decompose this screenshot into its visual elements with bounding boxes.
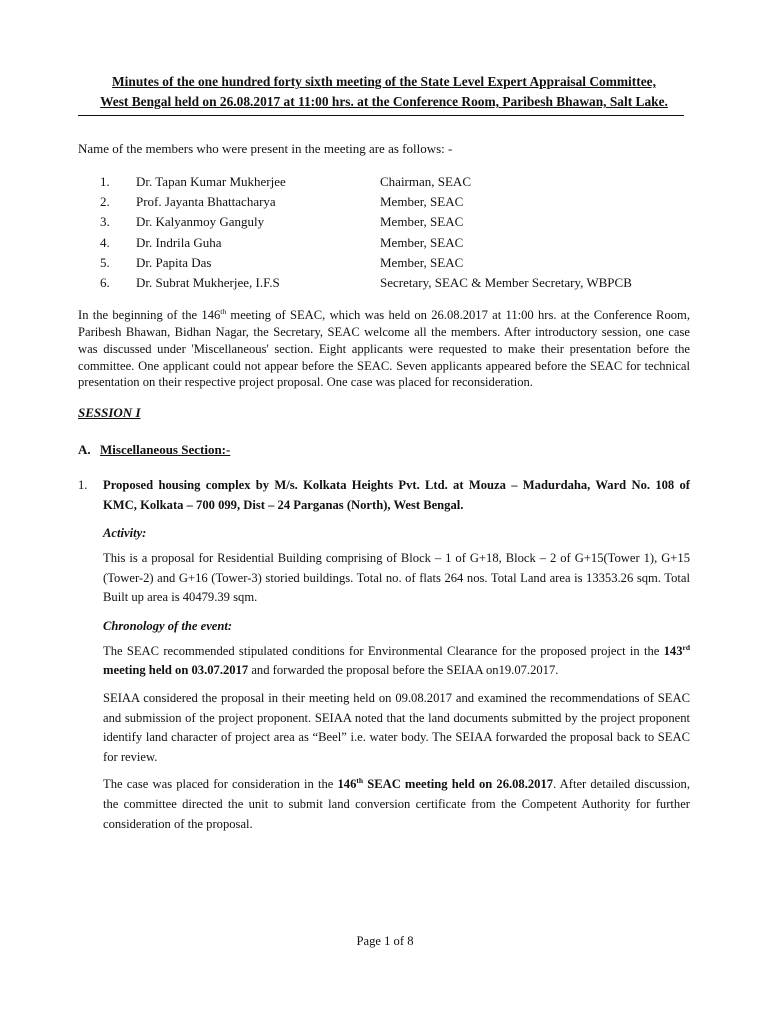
activity-heading: Activity: — [103, 526, 147, 541]
member-name: Dr. Tapan Kumar Mukherjee — [136, 174, 286, 190]
member-role: Member, SEAC — [380, 194, 464, 210]
member-number: 4. — [100, 234, 110, 250]
session-heading: SESSION I — [78, 405, 141, 421]
member-row — [78, 192, 690, 212]
title-divider — [78, 115, 684, 116]
member-row — [78, 253, 690, 273]
chronology-heading: Chronology of the event: — [103, 618, 233, 633]
page-number: Page 1 of 8 — [356, 934, 414, 948]
members-list — [78, 172, 690, 293]
member-number: 3. — [100, 214, 110, 230]
member-role: Member, SEAC — [380, 234, 464, 250]
chronology-paragraph-1: The SEAC recommended stipulated conditions for Environmental Clearance for the proposed project in the 143rd meeting held on 03.07.2017 and forwarded the proposal before the SEIAA on19.07.2017. — [103, 642, 690, 678]
members-intro: Name of the members who were present in the meeting are as follows: - — [78, 141, 453, 156]
opening-paragraph: In the beginning of the 146th meeting of SEAC, which was held on 26.08.2017 at 11:00 hrs. at the Conference Room, Paribesh Bhawan, Bidhan Nagar, the Secretary, SEAC welcome all the members. After introductory session, one case was discussed under 'Miscellaneous' section. Eight applicants were requested to make their presentation before the committee. One applicant could not appear before the SEAC. Seven applicants appeared before the SEAC for technical presentation on their respective project proposal. One case was placed for reconsideration. — [78, 306, 690, 390]
member-name: Dr. Kalyanmoy Ganguly — [136, 214, 265, 230]
member-name: Dr. Papita Das — [136, 254, 212, 270]
member-name: Prof. Jayanta Bhattacharya — [136, 194, 276, 210]
member-number: 1. — [100, 174, 110, 190]
section-label: Miscellaneous Section:- — [100, 442, 231, 458]
member-name: Dr. Subrat Mukherjee, I.F.S — [136, 275, 280, 291]
title-line-1: Minutes of the one hundred forty sixth meeting of the State Level Expert Appraisal Committee, — [112, 74, 656, 89]
member-role: Chairman, SEAC — [380, 174, 471, 190]
title-line-2: West Bengal held on 26.08.2017 at 11:00 hrs. at the Conference Room, Paribesh Bhawan, Salt Lake. — [100, 94, 668, 109]
chronology-paragraph-3: The case was placed for consideration in the 146th SEAC meeting held on 26.08.2017. After detailed discussion, the committee directed the unit to submit land conversion certificate from the Competent Authority for further consideration of the proposal. — [103, 776, 690, 831]
member-role: Member, SEAC — [380, 254, 464, 270]
section-heading — [78, 442, 690, 458]
member-number: 2. — [100, 194, 110, 210]
item-body — [103, 526, 690, 834]
member-row — [78, 233, 690, 253]
member-role: Secretary, SEAC & Member Secretary, WBPCB — [380, 275, 632, 291]
member-name: Dr. Indrila Guha — [136, 234, 222, 250]
activity-text: This is a proposal for Residential Building comprising of Block – 1 of G+18, Block – 2 of G+15(Tower 1), G+15 (Tower-2) and G+16 (Tower-3) storied buildings. Total no. of flats 264 nos. Total Land area is 13353.26 sqm. Total Built up area is 40479.39 sqm. — [103, 551, 690, 605]
section-letter: A. — [78, 442, 91, 458]
document-title — [78, 72, 690, 112]
document-page — [78, 72, 690, 834]
member-row — [78, 273, 690, 293]
item-number: 1. — [78, 478, 88, 493]
item-title: Proposed housing complex by M/s. Kolkata Heights Pvt. Ltd. at Mouza – Madurdaha, Ward No. 108 of KMC, Kolkata – 700 099, Dist – 24 Parganas (North), West Bengal. — [103, 478, 690, 513]
chronology-paragraph-2: SEIAA considered the proposal in their meeting held on 09.08.2017 and examined the recommendations of SEAC and submission of the project proponent. SEIAA noted that the land documents submitted by the project proponent identify land character of project area as “Beel” i.e. water body. The SEIAA forwarded the proposal back to SEAC for review. — [103, 691, 690, 764]
member-number: 5. — [100, 254, 110, 270]
member-row — [78, 172, 690, 192]
member-role: Member, SEAC — [380, 214, 464, 230]
member-row — [78, 212, 690, 232]
agenda-item — [78, 475, 690, 515]
member-number: 6. — [100, 275, 110, 291]
